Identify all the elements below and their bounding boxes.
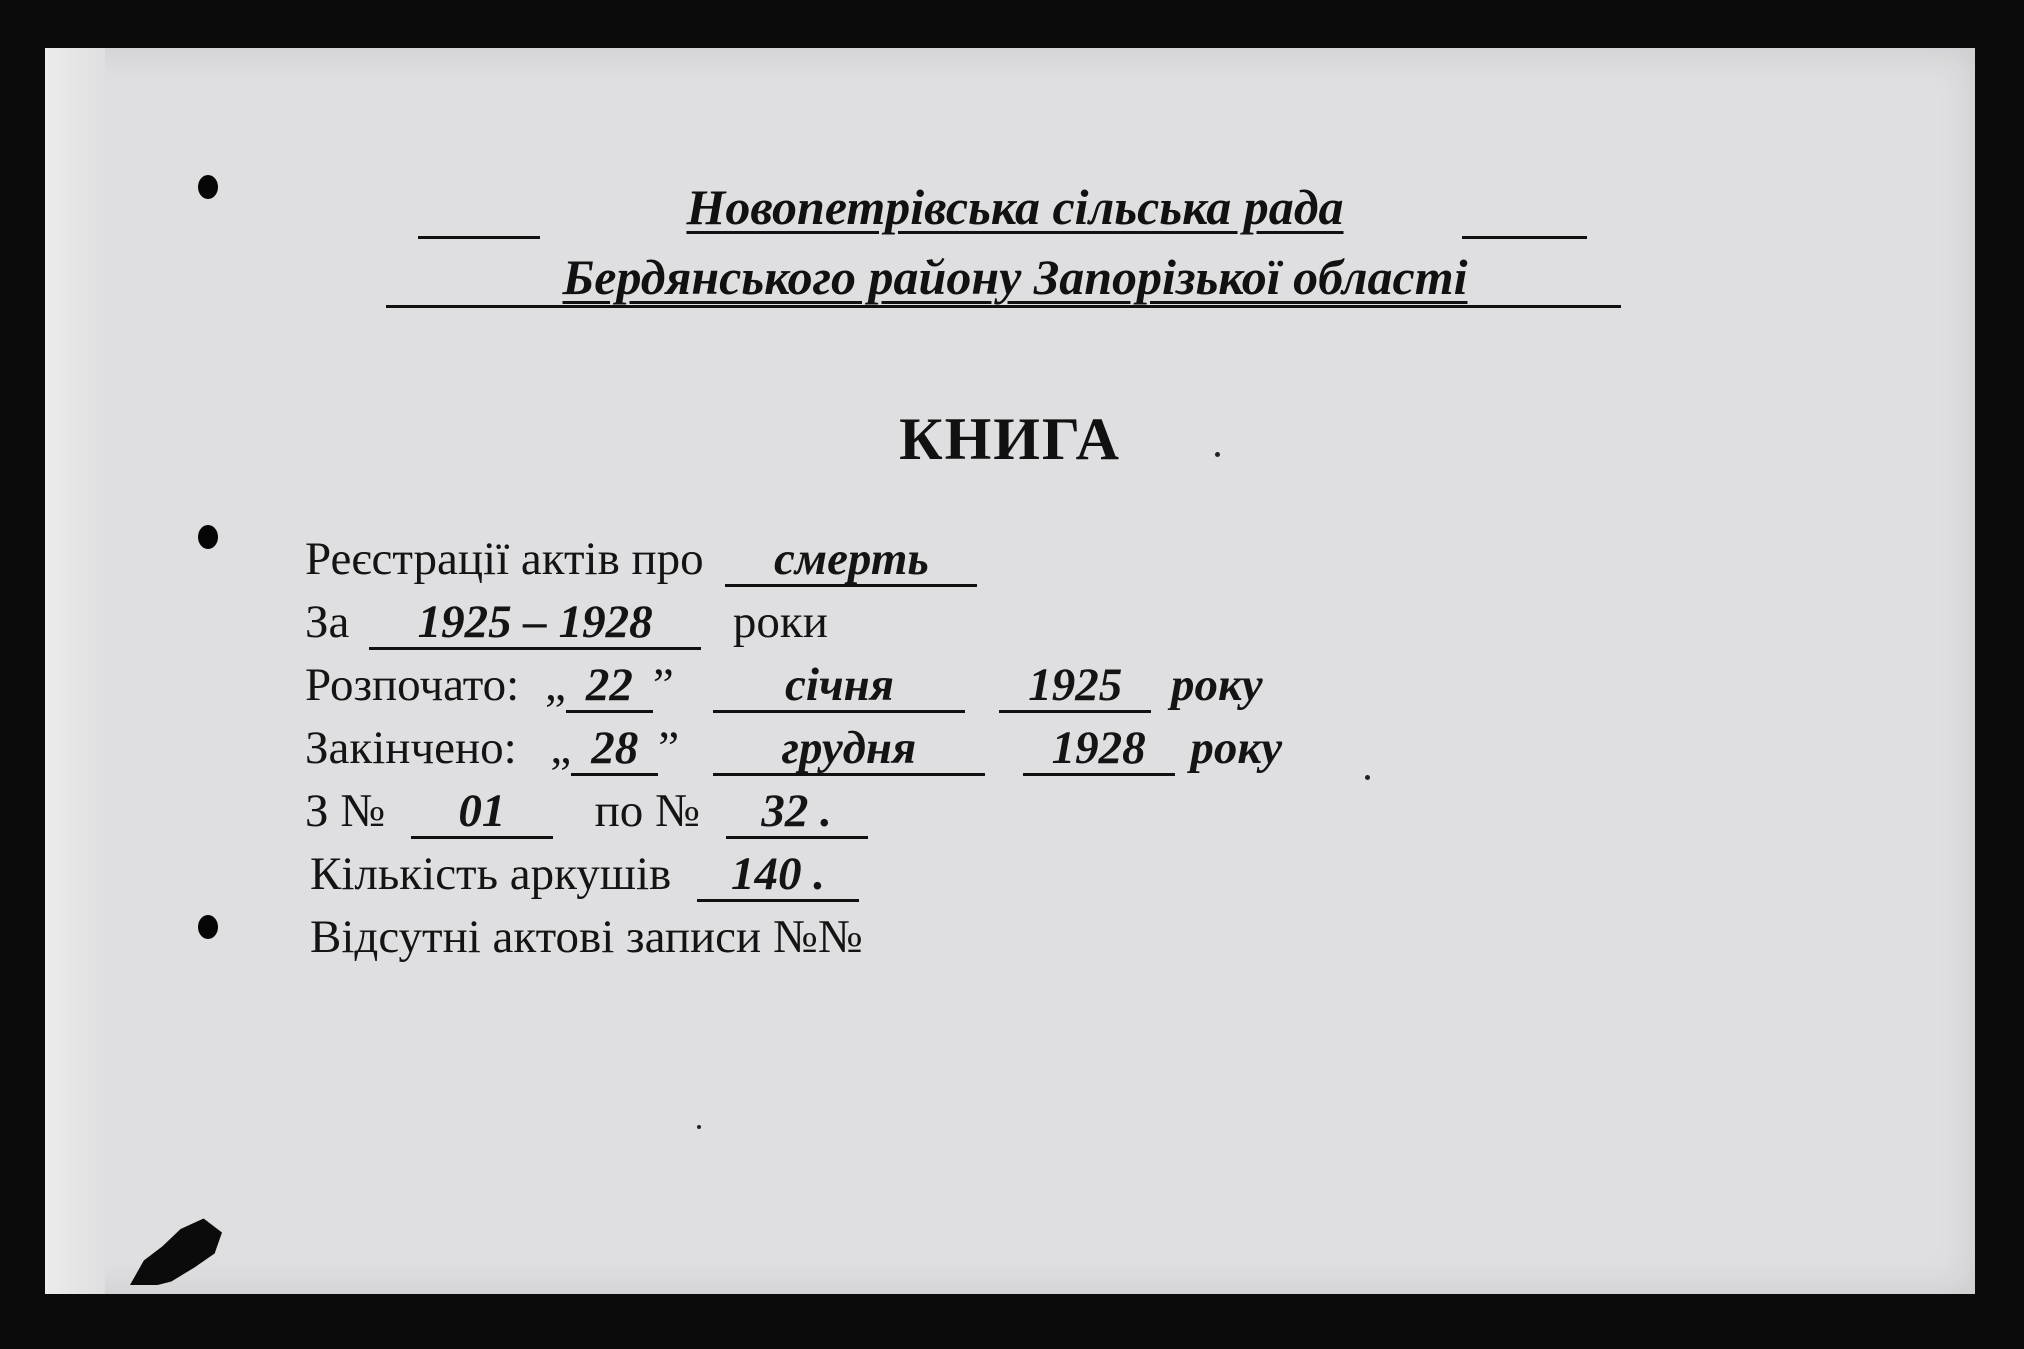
header-underline-full — [386, 305, 1621, 308]
started-label: Розпочато: — [305, 659, 520, 711]
started-month: січня — [713, 661, 965, 713]
finished-suffix: року — [1190, 722, 1283, 774]
started-open-quote: „ — [544, 659, 566, 711]
period-value: 1925 – 1928 — [369, 598, 701, 650]
missing-row — [310, 910, 863, 964]
numbers-to-value: 32 . — [726, 787, 868, 839]
period-prefix: За — [305, 596, 350, 648]
finished-row — [305, 721, 1282, 776]
book-title: КНИГА — [899, 406, 1121, 472]
registration-label: Реєстрації актів про — [305, 533, 704, 585]
numbers-from-label: З № — [305, 785, 386, 837]
finished-day: 28 — [571, 724, 658, 776]
finished-close-quote: ” — [658, 722, 680, 774]
period-suffix: роки — [732, 596, 828, 648]
punch-hole — [198, 525, 218, 549]
missing-label: Відсутні актові записи №№ — [310, 911, 863, 963]
punch-hole — [198, 915, 218, 939]
registration-row — [305, 532, 977, 587]
numbers-row — [305, 784, 868, 839]
started-day: 22 — [566, 661, 653, 713]
finished-year: 1928 — [1023, 724, 1175, 776]
dust-speck — [697, 1125, 701, 1129]
council-name: Новопетрівська сільська рада — [686, 179, 1344, 235]
started-row — [305, 658, 1263, 713]
punch-hole — [198, 175, 218, 199]
started-suffix: року — [1170, 659, 1263, 711]
header-underline-right — [1462, 236, 1587, 239]
started-year: 1925 — [999, 661, 1151, 713]
sheets-value: 140 . — [697, 850, 859, 902]
numbers-from-value: 01 — [411, 787, 553, 839]
district-region: Бердянського району Запорізької області — [562, 249, 1468, 305]
sheets-label: Кількість аркушів — [310, 848, 672, 900]
finished-month: грудня — [713, 724, 985, 776]
header-underline-left — [418, 236, 540, 239]
paper-torn-edge — [45, 48, 105, 1294]
sheets-row — [310, 847, 859, 902]
started-close-quote: ” — [652, 659, 674, 711]
registration-value: смерть — [725, 535, 977, 587]
finished-label: Закінчено: — [305, 722, 517, 774]
period-row — [305, 595, 828, 650]
finished-open-quote: „ — [550, 722, 572, 774]
dust-speck — [1365, 775, 1370, 780]
numbers-to-label: по № — [594, 785, 700, 837]
